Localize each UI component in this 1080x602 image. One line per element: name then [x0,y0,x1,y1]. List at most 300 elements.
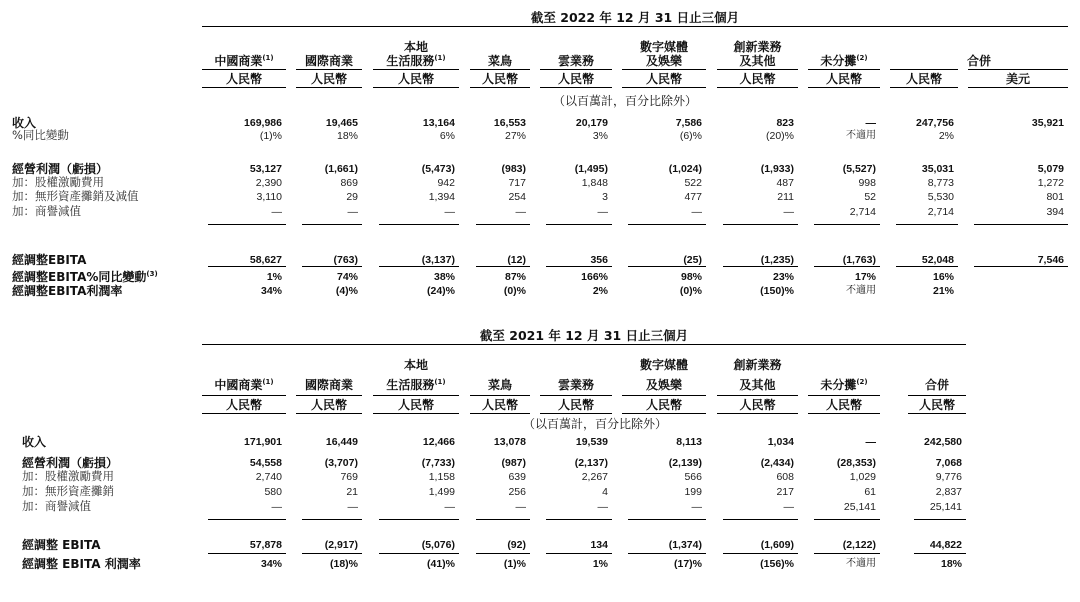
table1-cell: 1% [266,271,282,283]
table2-col-head [296,379,362,391]
table1-cell: 254 [508,191,526,203]
table1-cell: 1,394 [428,191,455,203]
table1-cell: 29 [346,191,358,203]
table1-currency-rule [890,87,958,88]
row-label-text: 經調整EBITA [12,253,87,267]
table1-cell: 35,921 [1031,117,1064,129]
table1-cell: 13,164 [422,117,455,129]
table2-cell: 54,558 [249,457,282,469]
table1-row-label [12,177,104,189]
table1-cell: 38% [433,271,455,283]
table1-col-head [202,55,286,67]
table2-currency: 人民幣 [825,398,862,412]
table1-col-head-top: 數字媒體 [639,40,688,54]
table1-row-label [12,163,108,175]
table2-col-head-rule [622,395,706,396]
table2-currency: 人民幣 [557,398,594,412]
table2-cell: (2,917) [324,539,358,551]
table2-cell: — [597,501,608,513]
table1-subtotal-rule [814,224,880,225]
table2-col-head-text: 生活服務 [386,378,435,392]
table2-ebita-underline [302,553,362,554]
table2-col-head-top: 本地 [403,358,428,372]
table1-subtotal-rule [379,224,459,225]
table2-cell: — [865,436,876,448]
table1-col-head-rule [808,69,880,70]
table1-cell: 16,553 [493,117,526,129]
table1-cell: — [597,206,608,218]
table2-cell: 2,740 [255,471,282,483]
table2-cell: (28,353) [836,457,876,469]
table2-cell: (2,434) [760,457,794,469]
table2-ebita-underline [914,553,966,554]
table2-col-head [908,379,966,391]
table1-col-head-top: 本地 [403,40,428,54]
table1-cell: 1,848 [581,177,608,189]
table2-col-head-rule [808,395,880,396]
table1-col-head-rule [296,69,362,70]
table1-cell: (25) [683,254,702,266]
table2-col-head [470,379,530,391]
table2-currency-rule [470,413,530,414]
table1-subtotal-rule [208,224,286,225]
table1-col-head-text: 中國商業 [214,54,263,68]
table2-subtotal-rule [914,519,966,520]
table2-cell: (156)% [760,558,794,570]
table1-cell: (4)% [335,285,358,297]
table2-cell: (92) [507,539,526,551]
table2-col-head-text: 中國商業 [214,378,263,392]
table2-currency-rule [540,413,612,414]
table1-cell: 487 [776,177,794,189]
table2-cell: — [783,501,794,513]
table2-cell: — [347,501,358,513]
footnote-mark: (2) [856,378,868,386]
table2-cell: 199 [684,486,702,498]
row-label-text: 加：商譽減值 [12,204,81,218]
table1-cell: 3 [602,191,608,203]
table1-cell: 211 [777,191,794,203]
table1-units-note: （以百萬計，百分比除外） [552,94,697,108]
table1-currency: 人民幣 [481,72,518,86]
row-label-text: 經調整EBITA%同比變動 [12,270,147,284]
table1-cell: (1,235) [760,254,794,266]
table2-cell: 769 [340,471,358,483]
table2-ebita-underline [814,553,880,554]
table2-row-label: 經調整 EBITA [22,538,101,552]
table1-cell: 5,079 [1037,163,1064,175]
table2-currency-rule [622,413,706,414]
table2-cell: (7,733) [421,457,455,469]
table2-cell: 1,034 [767,436,794,448]
table2-cell: 134 [590,539,608,551]
table2-currency-rule [908,413,966,414]
table2-cell: 2,267 [581,471,608,483]
table1-cell: 19,465 [325,117,358,129]
footnote-mark: (1) [434,378,446,386]
table2-row-label: 加：無形資產攤銷 [22,484,114,498]
table1-cell: (24)% [426,285,455,297]
table1-cell: 823 [776,117,794,129]
table1-title: 截至 2022 年 12 月 31 日止三個月 [530,10,740,25]
table2-col-head-text: 雲業務 [557,378,594,392]
row-label-text: 收入 [12,116,37,130]
table1-cell: 34% [260,285,282,297]
table2-cell: 8,113 [676,436,702,448]
table1-currency-rule [717,87,798,88]
table1-col-head-text: 生活服務 [386,54,435,68]
table1-cell: 869 [340,177,358,189]
table1-currency: 人民幣 [557,72,594,86]
table1-ebita-underline [208,266,286,267]
table2-cell: — [444,501,455,513]
table2-ebita-underline [723,553,798,554]
table1-cell: (1,495) [574,163,608,175]
table1-col-head-text: 未分攤 [820,54,857,68]
table1-currency-rule [373,87,459,88]
table1-cell: (6)% [679,130,702,142]
table1-subtotal-rule [896,224,958,225]
table2-cell: 1,499 [428,486,455,498]
table2-currency: 人民幣 [481,398,518,412]
table1-col-head-rule [470,69,530,70]
footnote-mark: (1) [434,54,446,62]
table2-col-head-top: 創新業務 [733,358,782,372]
table1-currency-rule [540,87,612,88]
table1-cell: (0)% [503,285,526,297]
footnote-mark: (1) [262,378,274,386]
table1-cell: (1,024) [668,163,702,175]
table1-col-head-rule [373,69,459,70]
table1-cell: 52,048 [921,254,954,266]
table1-col-head [622,55,706,67]
table1-cell: — [515,206,526,218]
table1-cell: (20)% [765,130,794,142]
table2-title-rule [202,344,966,345]
table1-cell: 394 [1046,206,1064,218]
table2-cell: 242,580 [924,436,962,448]
row-label-text: 經調整EBITA利潤率 [12,284,123,298]
table1-cell: 不適用 [846,130,876,141]
table2-cell: (2,122) [842,539,876,551]
table2-cell: 256 [508,486,526,498]
table2-row-label: 收入 [22,435,47,449]
table1-cell: — [783,206,794,218]
table1-cell: 87% [504,271,526,283]
table2-currency: 人民幣 [645,398,682,412]
table1-cell: 35,031 [921,163,954,175]
table2-cell: 44,822 [929,539,962,551]
table1-currency: 人民幣 [645,72,682,86]
table1-subtotal-rule [546,224,612,225]
table1-cell: 6% [439,130,455,142]
table2-cell: 12,466 [422,436,455,448]
table1-currency-rule [808,87,880,88]
table1-row-label [12,254,86,266]
row-label-text: 加：無形資產攤銷及減值 [12,189,139,203]
table1-cell: (150)% [760,285,794,297]
footnote-mark: (3) [146,270,158,278]
table2-ebita-underline [476,553,530,554]
table1-cell: 356 [590,254,608,266]
row-label-text: 經營利潤（虧損） [12,162,109,176]
table1-ebita-underline [814,266,880,267]
table1-currency: 美元 [1005,72,1030,86]
table1-col-head-rule [540,69,612,70]
table1-cell: 21% [932,285,954,297]
table2-cell: 13,078 [493,436,526,448]
table2-subtotal-rule [814,519,880,520]
table1-cell: 2% [938,130,954,142]
table1-currency: 人民幣 [905,72,942,86]
table1-col-head [717,55,798,67]
table1-col-head-rule [890,69,958,70]
table2-col-head-text: 菜鳥 [487,378,512,392]
table1-cell: 17% [854,271,876,283]
table2-cell: 25,141 [843,501,876,513]
table1-cell: 717 [508,177,526,189]
table1-cell: (1,933) [760,163,794,175]
table1-cell: 23% [772,271,794,283]
table2-cell: (18)% [329,558,358,570]
table2-ebita-underline [208,553,286,554]
table1-cell: (5,473) [421,163,455,175]
table2-col-head [373,379,459,391]
table2-cell: 9,776 [935,471,962,483]
table2-cell: 1,029 [849,471,876,483]
table1-subtotal-rule [723,224,798,225]
table2-title: 截至 2021 年 12 月 31 日止三個月 [479,328,689,343]
table2-cell: 61 [864,486,876,498]
table2-col-head-text: 合併 [924,378,949,392]
table2-col-head-rule [470,395,530,396]
table1-cell: — [691,206,702,218]
table1-col-head-text: 國際商業 [304,54,353,68]
table1-cell: 2% [592,285,608,297]
table2-cell: 25,141 [929,501,962,513]
table1-ebita-underline [723,266,798,267]
table1-cell: 3,110 [256,191,282,203]
table2-currency: 人民幣 [225,398,262,412]
table2-col-head-top: 數字媒體 [639,358,688,372]
table1-row-label [12,191,139,203]
footnote-mark: (2) [856,54,868,62]
table2-currency-rule [202,413,286,414]
table2-subtotal-rule [628,519,706,520]
table2-cell: 580 [264,486,282,498]
table2-cell: 不適用 [846,558,876,569]
table2-subtotal-rule [476,519,530,520]
table2-currency-rule [717,413,798,414]
table1-cell: 942 [437,177,455,189]
table2-currency: 人民幣 [397,398,434,412]
table1-currency: 人民幣 [825,72,862,86]
table1-combined-head: 合併 [966,54,991,68]
table1-cell: (1)% [259,130,282,142]
table1-currency-rule [968,87,1068,88]
table1-cell: 18% [336,130,358,142]
table2-cell: (41)% [426,558,455,570]
table1-cell: (1,763) [842,254,876,266]
table2-col-head-text: 未分攤 [820,378,857,392]
table1-col-head [540,55,612,67]
table2-col-head-text: 及娛樂 [645,378,682,392]
table2-subtotal-rule [379,519,459,520]
table2-cell: (5,076) [421,539,455,551]
table1-cell: 2,390 [255,177,282,189]
table1-cell: 169,986 [244,117,282,129]
table2-col-head-rule [908,395,966,396]
table2-subtotal-rule [302,519,362,520]
table1-col-head-rule [202,69,286,70]
table2-row-label: 加：股權激勵費用 [22,469,114,483]
table2-cell: 2,837 [935,486,962,498]
table2-currency: 人民幣 [918,398,955,412]
row-label-text: %同比變動 [12,128,69,142]
table1-currency-rule [202,87,286,88]
table1-cell: (0)% [679,285,702,297]
table1-col-head-text: 及娛樂 [645,54,682,68]
table1-col-head-text: 菜鳥 [487,54,512,68]
table1-cell: 16% [932,271,954,283]
table1-subtotal-rule [302,224,362,225]
table1-subtotal-rule [628,224,706,225]
row-label-text: 加：股權激勵費用 [12,175,104,189]
table2-col-head-rule [373,395,459,396]
table1-col-head [373,55,459,67]
table1-ebita-underline [476,266,530,267]
table2-col-head [540,379,612,391]
table1-col-head-text: 雲業務 [557,54,594,68]
table1-cell: (763) [333,254,358,266]
table1-cell: 74% [336,271,358,283]
table2-subtotal-rule [723,519,798,520]
table1-cell: 5,530 [927,191,954,203]
table2-cell: (1,374) [668,539,702,551]
table1-ebita-underline [379,266,459,267]
table2-cell: (2,139) [668,457,702,469]
table2-col-head-rule [202,395,286,396]
table2-subtotal-rule [208,519,286,520]
table2-currency-rule [296,413,362,414]
table2-cell: 639 [508,471,526,483]
table2-cell: (2,137) [574,457,608,469]
table1-cell: 53,127 [249,163,282,175]
table1-currency: 人民幣 [310,72,347,86]
table1-col-head [470,55,530,67]
table1-currency: 人民幣 [225,72,262,86]
table1-cell: 52 [864,191,876,203]
table1-cell: 不適用 [846,285,876,296]
table1-col-head [808,55,880,67]
table2-col-head-text: 及其他 [739,378,776,392]
table1-cell: — [347,206,358,218]
table1-cell: 8,773 [927,177,954,189]
table2-cell: (1)% [503,558,526,570]
table1-cell: — [865,117,876,129]
table2-cell: (17)% [673,558,702,570]
table1-col-head-rule [717,69,798,70]
table2-cell: 34% [260,558,282,570]
table1-subtotal-rule [974,224,1068,225]
table2-col-head-rule [296,395,362,396]
table1-cell: 247,756 [916,117,954,129]
table1-row-label [12,206,81,218]
table2-currency: 人民幣 [310,398,347,412]
table2-col-head [717,379,798,391]
table1-ebita-underline [628,266,706,267]
table1-row-label [12,285,122,297]
table2-ebita-underline [546,553,612,554]
table1-currency: 人民幣 [397,72,434,86]
table2-cell: 7,068 [935,457,962,469]
table1-cell: 801 [1046,191,1064,203]
table1-cell: (12) [507,254,526,266]
table1-col-head-rule [622,69,706,70]
table1-cell: 58,627 [249,254,282,266]
table1-row-label [12,271,158,283]
table1-cell: 998 [858,177,876,189]
table1-cell: (983) [501,163,526,175]
table1-cell: — [271,206,282,218]
table2-row-label: 經營利潤（虧損） [22,456,119,470]
table2-cell: 217 [776,486,794,498]
table1-currency-rule [470,87,530,88]
table1-cell: — [444,206,455,218]
table1-cell: (3,137) [421,254,455,266]
table1-subtotal-rule [476,224,530,225]
table2-col-head-text: 國際商業 [304,378,353,392]
table1-currency: 人民幣 [739,72,776,86]
table1-cell: 20,179 [575,117,608,129]
table1-col-head-text: 及其他 [739,54,776,68]
table1-cell: 7,546 [1037,254,1064,266]
table2-cell: 21 [346,486,358,498]
table1-cell: (1,661) [324,163,358,175]
table2-ebita-underline [379,553,459,554]
table1-cell: 477 [684,191,702,203]
table2-cell: 19,539 [575,436,608,448]
table1-cell: 27% [504,130,526,142]
table1-row-label [12,130,69,142]
table2-cell: 171,901 [244,436,282,448]
table1-cell: 7,586 [675,117,702,129]
table2-cell: 57,878 [249,539,282,551]
table1-currency-rule [622,87,706,88]
table1-col-head [296,55,362,67]
table2-cell: — [271,501,282,513]
table2-currency-rule [373,413,459,414]
table2-cell: 608 [776,471,794,483]
table1-cell: (5,527) [842,163,876,175]
table2-cell: 1,158 [428,471,455,483]
table2-cell: — [515,501,526,513]
footnote-mark: (1) [262,54,274,62]
table2-cell: 1% [592,558,608,570]
table2-row-label: 經調整 EBITA 利潤率 [22,557,141,571]
table1-ebita-underline [974,266,1068,267]
table2-col-head [622,379,706,391]
table2-col-head [808,379,880,391]
table2-cell: 18% [940,558,962,570]
table2-cell: 4 [602,486,608,498]
table1-col-head-rule [968,69,1068,70]
table1-ebita-underline [546,266,612,267]
table2-cell: — [691,501,702,513]
table2-cell: (3,707) [324,457,358,469]
table2-currency: 人民幣 [739,398,776,412]
table2-subtotal-rule [546,519,612,520]
